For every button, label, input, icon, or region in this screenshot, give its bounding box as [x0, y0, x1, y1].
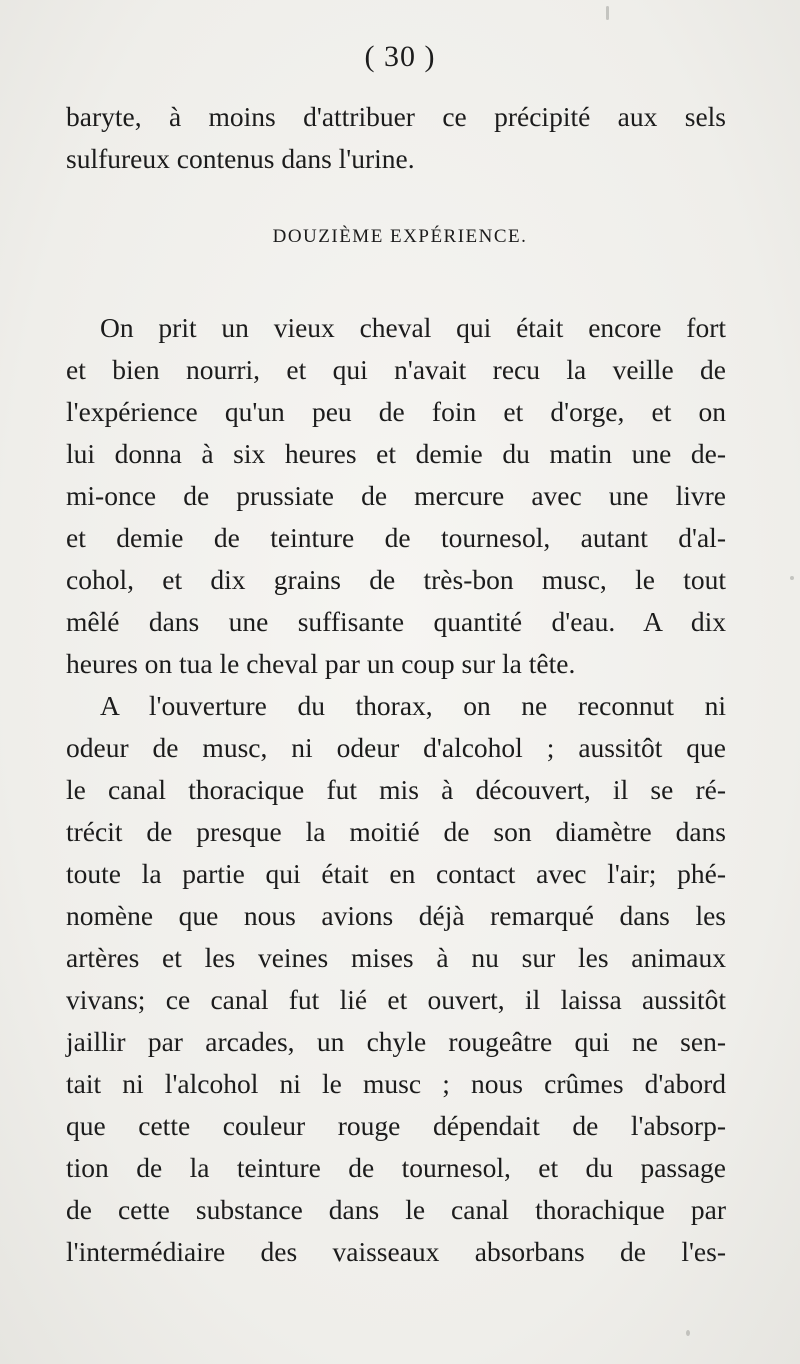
text-line: trécit de presque la moitié de son diamètre dans	[66, 816, 726, 847]
text-line: et bien nourri, et qui n'avait recu la veille de	[66, 354, 726, 385]
text-line: lui donna à six heures et demie du matin une de-	[66, 438, 726, 469]
text-line: de cette substance dans le canal thorachique par	[66, 1194, 726, 1225]
text-line: cohol, et dix grains de très-bon musc, le tout	[66, 564, 726, 595]
paper-speck	[606, 6, 609, 20]
text-line: tion de la teinture de tournesol, et du passage	[66, 1152, 726, 1183]
paper-speck	[686, 1330, 690, 1336]
text-line: le canal thoracique fut mis à découvert, il se ré-	[66, 774, 726, 805]
section-heading: DOUZIÈME EXPÉRIENCE.	[272, 226, 528, 247]
text-line: vivans; ce canal fut lié et ouvert, il laissa aussitôt	[66, 984, 726, 1015]
text-line: sulfureux contenus dans l'urine.	[66, 143, 415, 174]
text-line: On prit un vieux cheval qui était encore fort	[100, 312, 726, 343]
text-line: artères et les veines mises à nu sur les animaux	[66, 942, 726, 973]
text-line: tait ni l'alcohol ni le musc ; nous crûmes d'abord	[66, 1068, 726, 1099]
text-line: mêlé dans une suffisante quantité d'eau. A dix	[66, 606, 726, 637]
text-line: l'expérience qu'un peu de foin et d'orge, et on	[66, 396, 726, 427]
text-line: que cette couleur rouge dépendait de l'absorp-	[66, 1110, 726, 1141]
text-line: toute la partie qui était en contact avec l'air; phé-	[66, 858, 726, 889]
text-line: A l'ouverture du thorax, on ne reconnut ni	[100, 690, 726, 721]
text-line: mi-once de prussiate de mercure avec une livre	[66, 480, 726, 511]
text-line: baryte, à moins d'attribuer ce précipité aux sels	[66, 101, 726, 132]
paragraph-2	[66, 685, 726, 1273]
paper-speck	[790, 576, 794, 580]
text-line: l'intermédiaire des vaisseaux absorbans de l'es-	[66, 1236, 726, 1267]
text-line: odeur de musc, ni odeur d'alcohol ; aussitôt que	[66, 732, 726, 763]
text-line: et demie de teinture de tournesol, autant d'al-	[66, 522, 726, 553]
text-line: jaillir par arcades, un chyle rougeâtre qui ne sen-	[66, 1026, 726, 1057]
continued-text	[66, 96, 726, 180]
text-line: heures on tua le cheval par un coup sur la tête.	[66, 648, 576, 679]
text-line: nomène que nous avions déjà remarqué dans les	[66, 900, 726, 931]
paragraph-1	[66, 307, 726, 685]
page-number: ( 30 )	[364, 40, 436, 73]
